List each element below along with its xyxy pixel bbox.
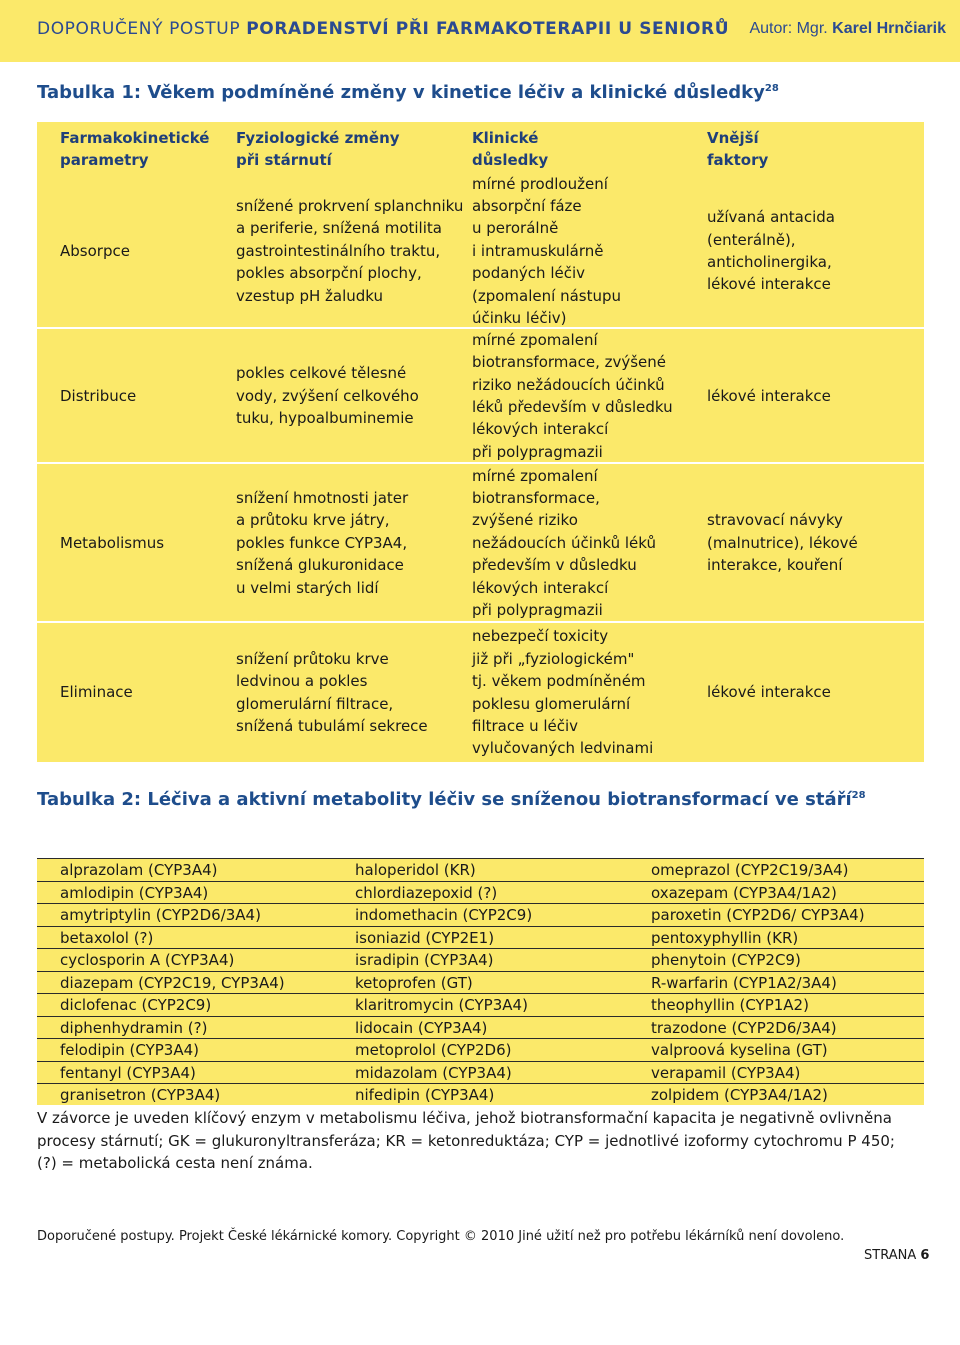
footer-text: Doporučené postupy. Projekt České lékárnické komory. Copyright © 2010 Jiné užití než pro potřebu lékárníků není dovoleno. <box>37 1229 845 1244</box>
cell-line: tj. věkem podmíněném <box>472 672 646 691</box>
cell-line: snížená tubulámí sekrece <box>236 716 428 735</box>
header-line: Vnější <box>707 129 759 147</box>
cell-line: biotransformace, <box>472 489 600 507</box>
table1-cell-changes <box>236 648 428 738</box>
drug-cell: betaxolol (?) <box>60 928 154 947</box>
header-line: důsledky <box>472 151 549 169</box>
table1-cell-consequences <box>472 625 653 759</box>
cell-line: snížená glukuronidace <box>236 556 404 575</box>
author-prefix: Autor: Mgr. <box>749 20 828 37</box>
table1-cell-param <box>60 240 130 262</box>
cell-line: vylučovaných ledvinami <box>472 739 654 758</box>
cell-line: tuku, hypoalbuminemie <box>236 409 414 428</box>
cell-line: snížené prokrvení splanchniku <box>236 197 464 215</box>
cell-line: léků především v důsledku <box>472 398 673 417</box>
table1-header-1 <box>60 127 209 171</box>
drug-cell: zolpidem (CYP3A4/1A2) <box>651 1086 828 1104</box>
table1-cell-external <box>707 681 831 703</box>
table2-row <box>37 1016 924 1040</box>
table1-header-3 <box>472 127 548 171</box>
table2-row <box>37 903 924 927</box>
drug-cell: R-warfarin (CYP1A2/3A4) <box>651 973 837 992</box>
table1-cell-changes <box>236 362 419 429</box>
cell-line: pokles celkové tělesné <box>236 364 407 383</box>
cell-line: při polypragmazii <box>472 601 603 620</box>
header-author <box>749 20 946 38</box>
cell-line: filtrace u léčiv <box>472 716 579 735</box>
cell-line: podaných léčiv <box>472 264 586 283</box>
table1-header-2 <box>236 127 400 171</box>
drug-cell: paroxetin (CYP2D6/ CYP3A4) <box>651 906 865 924</box>
table2-title: Tabulka 2: Léčiva a aktivní metabolity léčiv se sníženou biotransformací ve stáří$^{28}$ <box>37 789 866 810</box>
cell-line: účinku léčiv) <box>472 309 567 328</box>
table2-row <box>37 993 924 1017</box>
cell-line: lékové interakce <box>707 386 831 405</box>
header-line: Farmakokinetické <box>60 129 210 147</box>
drug-cell: verapamil (CYP3A4) <box>651 1063 801 1082</box>
page-header <box>0 0 960 62</box>
page-number <box>864 1248 929 1263</box>
drug-cell: nifedipin (CYP3A4) <box>355 1086 495 1104</box>
cell-line: vody, zvýšení celkového <box>236 386 419 405</box>
cell-line: a průtoku krve játry, <box>236 511 390 530</box>
drug-cell: lidocain (CYP3A4) <box>355 1018 488 1037</box>
cell-line: anticholinergika, <box>707 253 832 271</box>
header-title <box>37 19 729 39</box>
cell-line: (malnutrice), lékové <box>707 533 858 552</box>
cell-line: snížení průtoku krve <box>236 649 389 668</box>
table2-row <box>37 971 924 995</box>
cell-line: nežádoucích účinků léků <box>472 533 656 552</box>
drug-cell: omeprazol (CYP2C19/3A4) <box>651 861 849 879</box>
cell-line: lékových interakcí <box>472 578 609 597</box>
cell-line: mírné zpomalení <box>472 330 598 349</box>
drug-cell: theophyllin (CYP1A2) <box>651 996 809 1014</box>
drug-cell: pentoxyphyllin (KR) <box>651 928 799 947</box>
table2-row <box>37 1061 924 1085</box>
cell-line: Eliminace <box>60 683 133 702</box>
cell-line: riziko nežádoucích účinků <box>472 375 665 394</box>
drug-cell: amytriptylin (CYP2D6/3A4) <box>60 906 261 924</box>
drug-cell: isoniazid (CYP2E1) <box>355 928 495 947</box>
table1 <box>37 122 924 762</box>
cell-line: ledvinou a pokles <box>236 672 368 691</box>
drug-cell: haloperidol (KR) <box>355 861 476 879</box>
header-line: Fyziologické změny <box>236 129 400 147</box>
drug-cell: diazepam (CYP2C19, CYP3A4) <box>60 973 285 992</box>
cell-line: zvýšené riziko <box>472 511 578 530</box>
table2-row <box>37 1083 924 1107</box>
table1-cell-consequences <box>472 465 656 622</box>
cell-line: (enterálně), <box>707 230 796 249</box>
drug-cell: felodipin (CYP3A4) <box>60 1041 199 1059</box>
cell-line: stravovací návyky <box>707 511 843 530</box>
drug-cell: cyclosporin A (CYP3A4) <box>60 951 235 969</box>
drug-cell: isradipin (CYP3A4) <box>355 951 494 969</box>
table1-header-4 <box>707 127 768 171</box>
table1-ref: 28 <box>764 83 779 94</box>
table1-cell-changes <box>236 487 408 599</box>
drug-cell: metoprolol (CYP2D6) <box>355 1041 512 1059</box>
cell-line: Absorpce <box>60 241 130 260</box>
drug-cell: trazodone (CYP2D6/3A4) <box>651 1018 837 1037</box>
row-divider <box>37 621 924 623</box>
cell-line: pokles absorpční plochy, <box>236 264 422 283</box>
cell-line: biotransformace, zvýšené <box>472 353 667 372</box>
cell-line: (zpomalení nástupu <box>472 286 621 305</box>
cell-line: lékové interakce <box>707 275 831 294</box>
drug-cell: midazolam (CYP3A4) <box>355 1063 512 1082</box>
cell-line: při polypragmazii <box>472 442 603 461</box>
drug-cell: phenytoin (CYP2C9) <box>651 951 801 969</box>
cell-line: poklesu glomerulární <box>472 694 631 713</box>
drug-cell: chlordiazepoxid (?) <box>355 883 498 902</box>
cell-line: u perorálně <box>472 219 559 238</box>
table2-row <box>37 858 924 882</box>
table1-cell-external <box>707 385 831 407</box>
table2-row <box>37 926 924 950</box>
table1-cell-consequences <box>472 329 673 463</box>
cell-line: lékových interakcí <box>472 420 609 439</box>
cell-line: především v důsledku <box>472 556 637 575</box>
cell-line: pokles funkce CYP3A4, <box>236 533 408 552</box>
cell-line: vzestup pH žaludku <box>236 286 384 305</box>
page-number-value: 6 <box>920 1248 930 1263</box>
drug-cell: klaritromycin (CYP3A4) <box>355 996 528 1014</box>
cell-line: i intramuskulárně <box>472 241 604 260</box>
header-line: parametry <box>60 151 149 169</box>
cell-line: interakce, kouření <box>707 556 843 575</box>
table1-cell-external <box>707 206 835 296</box>
table2-row <box>37 881 924 905</box>
table1-cell-param <box>60 532 164 554</box>
cell-line: snížení hmotnosti jater <box>236 489 409 507</box>
cell-line: již při „fyziologickém" <box>472 649 635 668</box>
cell-line: gastrointestinálního traktu, <box>236 241 441 260</box>
cell-line: u velmi starých lidí <box>236 578 379 597</box>
drug-cell: diclofenac (CYP2C9) <box>60 996 212 1014</box>
table1-cell-consequences <box>472 173 621 330</box>
header-series: DOPORUČENÝ POSTUP <box>37 19 241 39</box>
table2 <box>37 858 924 1105</box>
table1-title: Tabulka 1: Věkem podmíněné změny v kinetice léčiv a klinické důsledky$^{28}$ <box>37 82 779 103</box>
table1-cell-changes <box>236 195 463 307</box>
table1-cell-external <box>707 509 858 576</box>
drug-cell: alprazolam (CYP3A4) <box>60 861 218 879</box>
table2-ref: 28 <box>851 790 866 801</box>
cell-line: mírné prodloužení <box>472 174 608 193</box>
cell-line: mírné zpomalení <box>472 466 598 485</box>
table2-row <box>37 1038 924 1062</box>
cell-line: Metabolismus <box>60 533 165 552</box>
cell-line: absorpční fáze <box>472 197 582 215</box>
drug-cell: oxazepam (CYP3A4/1A2) <box>651 883 837 902</box>
header-topic: PORADENSTVÍ PŘI FARMAKOTERAPII U SENIORŮ <box>246 19 730 39</box>
drug-cell: diphenhydramin (?) <box>60 1018 208 1037</box>
header-line: Klinické <box>472 129 539 147</box>
drug-cell: ketoprofen (GT) <box>355 973 473 992</box>
table1-cell-param <box>60 385 136 407</box>
cell-line: a periferie, snížená motilita <box>236 219 442 238</box>
header-line: faktory <box>707 151 769 169</box>
drug-cell: valproová kyselina (GT) <box>651 1041 828 1059</box>
cell-line: Distribuce <box>60 386 137 405</box>
drug-cell: indomethacin (CYP2C9) <box>355 906 533 924</box>
table2-row <box>37 948 924 972</box>
drug-cell: amlodipin (CYP3A4) <box>60 883 209 902</box>
cell-line: glomerulární filtrace, <box>236 694 394 713</box>
table1-cell-param <box>60 681 133 703</box>
author-name: Karel Hrnčiarik <box>832 20 946 37</box>
drug-cell: fentanyl (CYP3A4) <box>60 1063 196 1082</box>
cell-line: nebezpečí toxicity <box>472 627 609 646</box>
header-line: při stárnutí <box>236 151 332 169</box>
cell-line: lékové interakce <box>707 683 831 702</box>
page-label: STRANA <box>864 1248 917 1263</box>
drug-cell: granisetron (CYP3A4) <box>60 1086 221 1104</box>
cell-line: užívaná antacida <box>707 208 835 227</box>
table2-note: V závorce je uveden klíčový enzym v metabolismu léčiva, jehož biotransformační kapacita je negativně ovlivněna procesy stárnutí; GK = glukuronyltransferáza; KR = ketonreduktáza; CYP = jednotlivé izoformy cytochromu P 450; (?) = metabolická cesta není známa. <box>37 1109 895 1172</box>
